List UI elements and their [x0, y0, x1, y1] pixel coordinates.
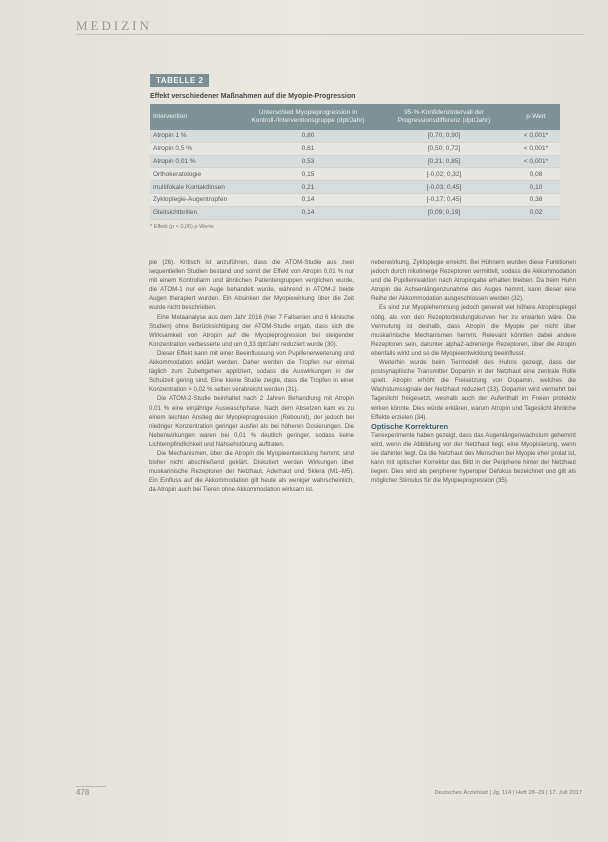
- cell-ci: [-0,02; 0,32]: [376, 168, 512, 181]
- paragraph: Weiterhin wurde beim Tiermodell des Huhns gezeigt, dass der postsynaptische Transmitter Dopamin in der Netzhaut eine zentrale Rolle spielt. Atropin erhöht die Freisetzung von Dopamin, welches die Wachstumssignale der Netzhaut reduziert (33). Dopamin wird vermehrt bei Tageslicht freigesetzt, weshalb auch der Aufenthalt im Freien protektiv wirken könnte. Dies würde erklären, warum Atropin und Tageslicht ähnliche Effekte erzielen (34).: [371, 359, 576, 421]
- cell-ci: [0,50; 0,72]: [376, 142, 512, 155]
- journal-citation: Deutsches Ärzteblatt | Jg. 114 | Heft 28–29 | 17. Juli 2017: [434, 790, 582, 796]
- cell-p-value: 0,02: [512, 206, 560, 219]
- cell-intervention: Atropin 0,5 %: [150, 142, 240, 155]
- header-progression-difference: Unterschied Myopieprogression in Kontroll-/Interventionsgruppe (dpt/Jahr): [240, 104, 376, 130]
- table-footnote: * Effekt (p < 0,05) p-Werte: [150, 223, 214, 230]
- header-intervention: Intervention: [150, 104, 240, 130]
- table-row: [150, 181, 560, 194]
- table-row: [150, 130, 560, 142]
- paragraph: Dieser Effekt kann mit einer Beeinflussung von Pupillenerweiterung und Akkommodation erklärt werden. Daher werden die Tropfen nur einmal täglich zum Zubettgehen appliziert, sodass die Auswirkungen in der Schulzeit gering sind. Eine kleine Studie zeigte, dass die Tropfen in einer Konzentration > 0,02 % selten verabreicht werden (31).: [149, 349, 354, 394]
- section-divider: [76, 34, 584, 35]
- table-row: [150, 142, 560, 155]
- cell-intervention: Gleitsichtbrillen: [150, 206, 240, 219]
- cell-intervention: Orthokeratologie: [150, 168, 240, 181]
- cell-ci: [-0,17; 0,45]: [376, 193, 512, 206]
- cell-p-value: < 0,001*: [512, 130, 560, 142]
- table-row: [150, 168, 560, 181]
- paragraph: Die Mechanismen, über die Atropin die Myopieentwicklung hemmt, sind bisher nicht abschließend geklärt. Diskutiert werden Wirkungen über muskarinische Rezeptoren der Netzhaut, Aderhaut und Sklera (M1–M5). Ein Einfluss auf die Akkommodation gilt heute als weniger wahrscheinlich, da Atropin auch bei Tieren ohne Akkommodation wirksam ist.: [149, 449, 354, 494]
- cell-ci: [0,09; 0,19]: [376, 206, 512, 219]
- table-caption: Effekt verschiedener Maßnahmen auf die Myopie-Progression: [150, 93, 356, 100]
- page-number: 478: [76, 788, 90, 797]
- cell-difference: 0,14: [240, 206, 376, 219]
- cell-intervention: Atropin 0,01 %: [150, 155, 240, 168]
- footer-divider: [76, 786, 106, 787]
- table-container: [150, 70, 560, 230]
- cell-difference: 0,80: [240, 130, 376, 142]
- table-row: [150, 155, 560, 168]
- text-column-right: [371, 258, 576, 485]
- text-column-left: [149, 258, 354, 494]
- cell-difference: 0,61: [240, 142, 376, 155]
- cell-ci: [0,70; 0,90]: [376, 130, 512, 142]
- paragraph: nebenwirkung, Zykloplegie erreicht. Bei Hühnern wurden diese Funktionen jedoch durch nikotinerge Rezeptoren vermittelt, sodass die Akkommodation und die Pupillenreaktion nach Atropingabe erhalten bleiben. Da beim Huhn Atropin die Achsenlängenzunahme des Auges hemmt, kann dieser eine Reihe der Akkommodation ausgeschlossen werden (32).: [371, 259, 576, 303]
- table-row: [150, 193, 560, 206]
- cell-p-value: 0,38: [512, 193, 560, 206]
- results-table: [150, 104, 560, 220]
- cell-difference: 0,53: [240, 155, 376, 168]
- table-row: [150, 206, 560, 219]
- paragraph: pie (26). Kritisch ist anzuführen, dass die ATOM-Studie aus zwei sequentiellen Studien bestand und somit der Effekt von Atropin 0,01 % nur mit einem Kontrollarm und ähnlichen Patientengruppen verglichen wurde, die ATOM-1 nur ein Auge behandelt wurde, während in ATOM-2 beide Augen therapiert wurden. Ein Absinken der Myopiewirkung über die Zeit wurde nicht beschrieben.: [149, 259, 354, 312]
- subheading-optical-corrections: Optische Korrekturen: [371, 421, 449, 431]
- cell-p-value: 0,08: [512, 168, 560, 181]
- cell-difference: 0,15: [240, 168, 376, 181]
- cell-difference: 0,14: [240, 193, 376, 206]
- section-heading: MEDIZIN: [76, 18, 152, 33]
- cell-ci: [0,21; 0,85]: [376, 155, 512, 168]
- header-confidence-interval: 95-%-Konfidenzintervall der Progressionsdifferenz (dpt/Jahr): [376, 104, 512, 130]
- cell-p-value: < 0,001*: [512, 142, 560, 155]
- cell-intervention: Atropin 1 %: [150, 130, 240, 142]
- header-p-value: p-Wert: [512, 104, 560, 130]
- cell-p-value: < 0,001*: [512, 155, 560, 168]
- table-tag: TABELLE 2: [150, 74, 209, 87]
- table-header-row: [150, 104, 560, 130]
- paragraph: Eine Metaanalyse aus dem Jahr 2016 (hier 7 Fallserien und 6 klinische Studien) ohne Berücksichtigung der ATOM-Studie ergab, dass sich die Wirksamkeit von Atropin auf die Myopieprogression bei steigender Konzentration verbesserte und um 0,33 dpt/Jahr reduziert wurde (30).: [149, 313, 354, 348]
- cell-intervention: Zykloplegie-Augentropfen: [150, 193, 240, 206]
- cell-ci: [-0,03; 0,45]: [376, 181, 512, 194]
- cell-difference: 0,21: [240, 181, 376, 194]
- paragraph: Die ATOM-2-Studie beinhaltet nach 2 Jahren Behandlung mit Atropin 0,01 % eine einjährige Auswaschphase. Nach dem Absetzen kam es zu einem leichten Anstieg der Myopieprogression (Rebound), der jedoch bei niedriger Konzentration geringer ausfiel als bei höheren Dosierungen. Die Nebenwirkungen waren bei 0,01 % deutlich geringer, sodass keine Lichtempfindlichkeit und Nahsehstörung auftraten.: [149, 395, 354, 448]
- paragraph: Tierexperimente haben gezeigt, dass das Augenlängenwachstum gehemmt wird, wenn die Abbildung vor der Netzhaut liegt, eine Myopisierung, wenn sie dahinter liegt. Da die Netzhaut des Menschen bei Myopie eher prolat ist, kann mit optischer Korrektur das Bild in der Peripherie hinter der Netzhaut liegen. Dies wird als peripherer hyperoper Defokus bezeichnet und gilt als möglicher Stimulus für die Myopieprogression (35).: [371, 431, 576, 485]
- cell-p-value: 0,10: [512, 181, 560, 194]
- cell-intervention: multifokale Kontaktlinsen: [150, 181, 240, 194]
- paragraph: Es sind zur Myopiehemmung jedoch generell viel höhere Atropinspiegel nötig, als von den Rezeptorbindungskurven her zu erwarten wäre. Die Vermutung ist deshalb, dass Atropin die Myopie per nicht über muskarinische Mechanismen hemmt. Relevant könnten dabei andere Rezeptoren sein, darunter alpha2-adrenerge Rezeptoren, über die Atropin ebenfalls wirkt und so die Myopieentwicklung beeinflusst.: [371, 304, 576, 357]
